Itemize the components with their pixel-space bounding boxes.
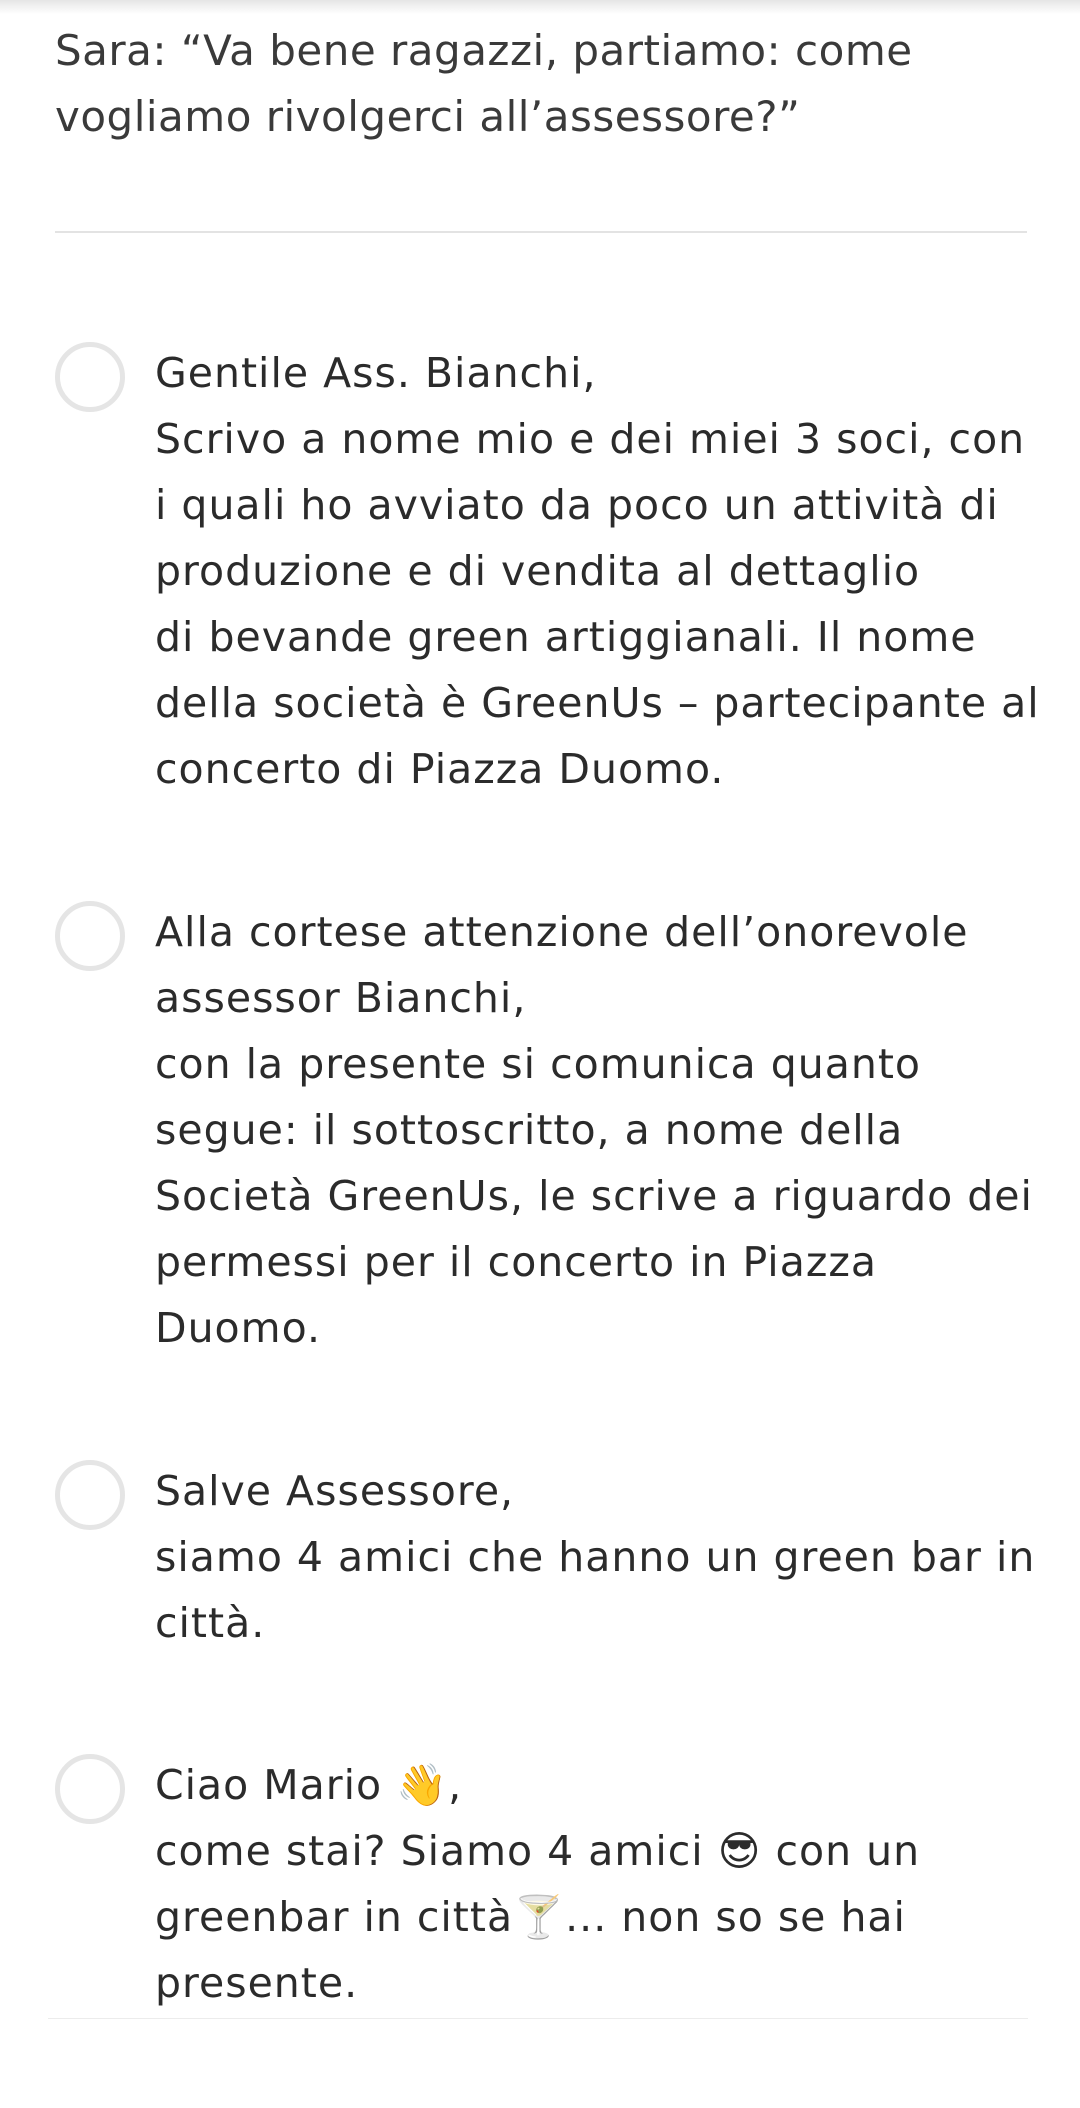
answer-option-1[interactable] (55, 340, 1045, 802)
question-text: Sara: “Va bene ragazzi, partiamo: come vogliamo rivolgerci all’assessore?” (55, 26, 913, 141)
answer-option-4-text: Ciao Mario 👋, come stai? Siamo 4 amici 😎 con un greenbar in città🍸... non so se hai presente. (155, 1761, 921, 2007)
radio-button-3[interactable] (55, 1460, 125, 1530)
bottom-divider (48, 2018, 1028, 2019)
radio-button-1[interactable] (55, 342, 125, 412)
question-divider (55, 231, 1027, 233)
answer-option-3[interactable] (55, 1458, 1045, 1656)
answer-option-3-text: Salve Assessore, siamo 4 amici che hanno un green bar in città. (155, 1467, 1036, 1647)
answer-option-2[interactable] (55, 899, 1045, 1361)
answer-option-2-text: Alla cortese attenzione dell’onorevole assessor Bianchi, con la presente si comunica quanto segue: il sottoscritto, a nome della Società GreenUs, le scrive a riguardo dei permessi per il concerto in Piazza Duomo. (155, 908, 1033, 1352)
radio-button-4[interactable] (55, 1754, 125, 1824)
answer-option-4[interactable] (55, 1752, 1045, 2016)
answer-option-1-text: Gentile Ass. Bianchi, Scrivo a nome mio e dei miei 3 soci, con i quali ho avviato da poco un attività di produzione e di vendita al dettaglio di bevande green artiggianali. Il nome della società è GreenUs – partecipante al concerto di Piazza Duomo. (155, 349, 1040, 793)
top-shadow (0, 0, 1080, 14)
radio-button-2[interactable] (55, 901, 125, 971)
